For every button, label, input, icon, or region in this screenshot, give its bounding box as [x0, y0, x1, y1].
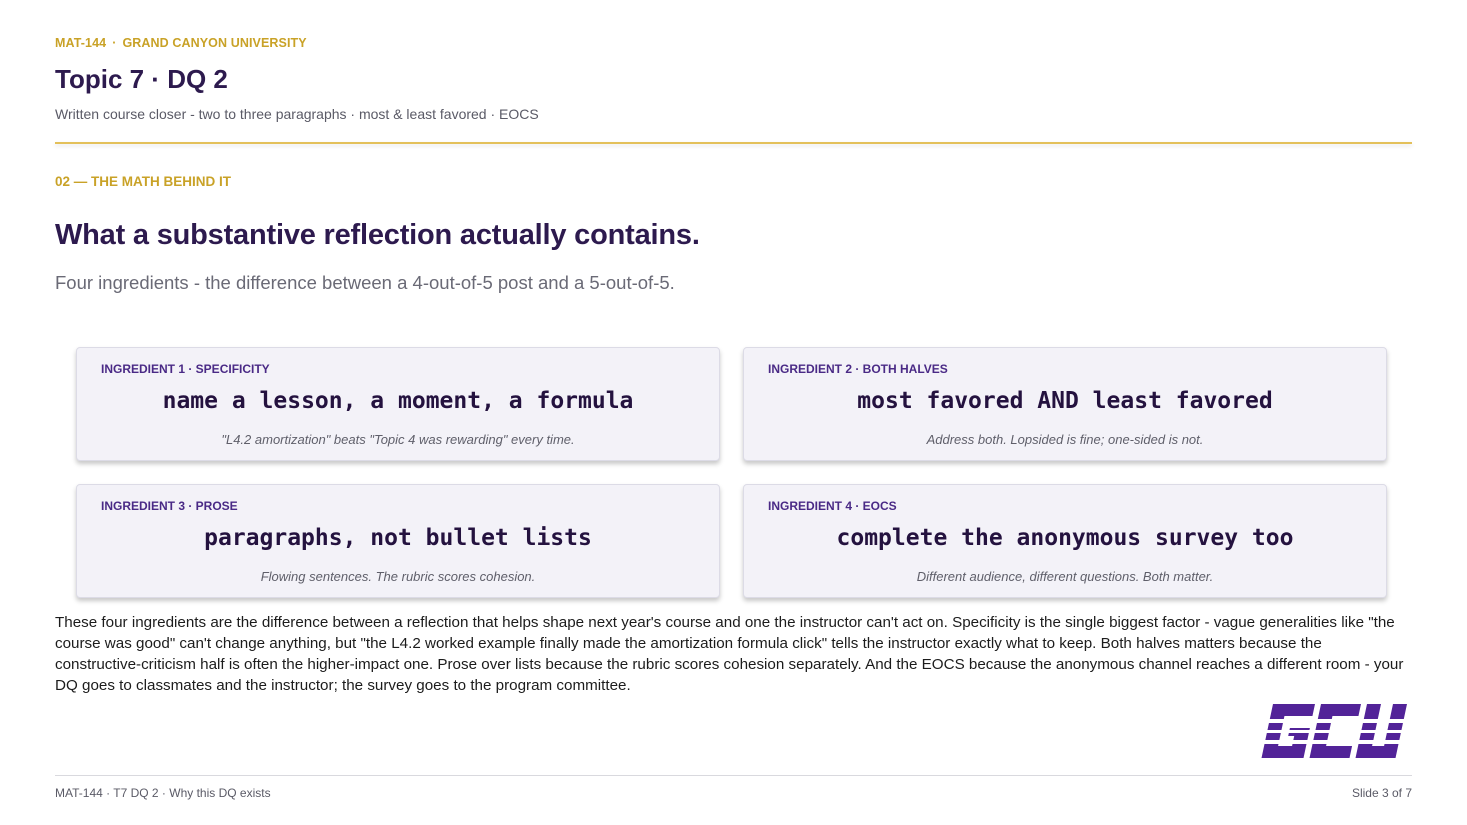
footer-course-info: MAT-144 · T7 DQ 2 · Why this DQ exists: [55, 786, 271, 800]
header-divider: [55, 142, 1412, 144]
card-note: Different audience, different questions. Both matter.: [916, 569, 1214, 584]
ingredient-card-3: [76, 484, 720, 598]
eyebrow-separator: ·: [112, 36, 117, 50]
ingredient-card-1: [76, 347, 720, 461]
card-label: INGREDIENT 4 · EOCS: [768, 499, 897, 513]
slide-number: Slide 3 of 7: [1351, 786, 1412, 800]
card-note: Address both. Lopsided is fine; one-sided is not.: [926, 432, 1204, 447]
body-paragraph: These four ingredients are the difference between a reflection that helps shape next year's course and one the instructor can't act on. Specificity is the single biggest factor - vague generalities like "the course was good" can't change anything, but "the L4.2 worked example finally made the amortization formula click" tells the instructor exactly what to keep. Both halves matters because the constructive-criticism half is often the higher-impact one. Prose over lists because the rubric scores cohesion separately. And the EOCS because the anonymous channel reaches a different room - your DQ goes to classmates and the instructor; the survey goes to the program committee.: [55, 614, 1404, 694]
card-note: "L4.2 amortization" beats "Topic 4 was rewarding" every time.: [221, 432, 575, 447]
page-title: Topic 7 · DQ 2: [55, 64, 228, 94]
card-note: Flowing sentences. The rubric scores cohesion.: [260, 569, 536, 584]
card-main-text: most favored AND least favored: [857, 388, 1273, 414]
card-main-text: paragraphs, not bullet lists: [204, 525, 592, 551]
card-main-text: name a lesson, a moment, a formula: [162, 388, 634, 414]
gcu-logo-icon: [1259, 704, 1409, 760]
card-main-text: complete the anonymous survey too: [836, 525, 1294, 551]
ingredient-card-4: [743, 484, 1387, 598]
page-subtitle: Written course closer - two to three paragraphs · most & least favored · EOCS: [55, 106, 539, 122]
course-code: MAT-144: [55, 36, 107, 50]
section-headline: What a substantive reflection actually contains.: [55, 219, 700, 251]
eyebrow: [55, 36, 307, 50]
section-lede: Four ingredients - the difference between a 4-out-of-5 post and a 5-out-of-5.: [55, 272, 675, 293]
section-label: 02 — THE MATH BEHIND IT: [55, 174, 232, 189]
ingredient-card-2: [743, 347, 1387, 461]
slide: [55, 0, 1412, 825]
university-name: GRAND CANYON UNIVERSITY: [122, 36, 307, 50]
card-label: INGREDIENT 1 · SPECIFICITY: [101, 362, 270, 376]
footer-divider: [55, 775, 1412, 776]
card-label: INGREDIENT 2 · BOTH HALVES: [768, 362, 948, 376]
card-label: INGREDIENT 3 · PROSE: [101, 499, 238, 513]
